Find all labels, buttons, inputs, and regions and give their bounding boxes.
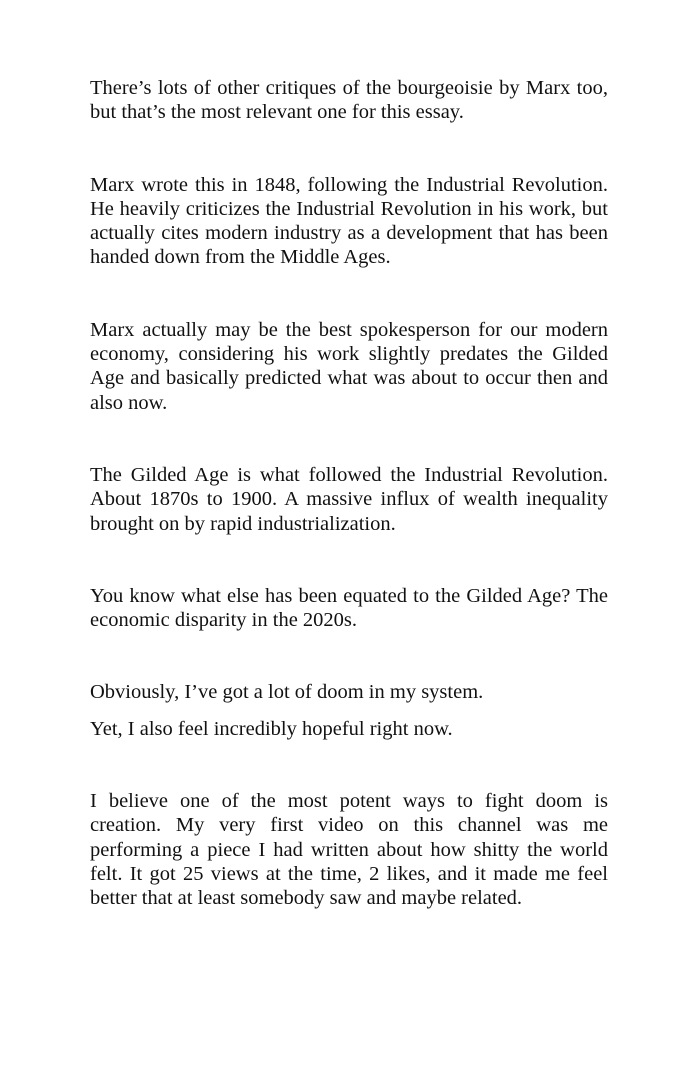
paragraph-bourgeoisie-critiques: There’s lots of other critiques of the bourgeoisie by Marx too, but that’s the most relevant one for this essay.: [90, 77, 608, 124]
document-page: [90, 76, 608, 911]
paragraph-hopeful: Yet, I also feel incredibly hopeful right now.: [90, 717, 453, 740]
paragraph-marx-1848: Marx wrote this in 1848, following the Industrial Revolution. He heavily criticizes the Industrial Revolution in his work, but actually cites modern industry as a development that has been handed down from the Middle Ages.: [90, 173, 608, 269]
paragraph-2020s-disparity: You know what else has been equated to the Gilded Age? The economic disparity in the 2020s.: [90, 584, 608, 632]
paragraph-creation: I believe one of the most potent ways to fight doom is creation. My very first video on this channel was me performing a piece I had written about how shitty the world felt. It got 25 views at the time, 2 likes, and it made me feel better that at least somebody saw and maybe related.: [90, 790, 608, 910]
paragraph-marx-spokesperson: Marx actually may be the best spokesperson for our modern economy, considering his work slightly predates the Gilded Age and basically predicted what was about to occur then and also now.: [90, 318, 608, 414]
paragraph-doom: Obviously, I’ve got a lot of doom in my system.: [90, 681, 484, 704]
paragraph-gilded-age: The Gilded Age is what followed the Industrial Revolution. About 1870s to 1900. A massive influx of wealth inequality brought on by rapid industrialization.: [90, 463, 608, 535]
